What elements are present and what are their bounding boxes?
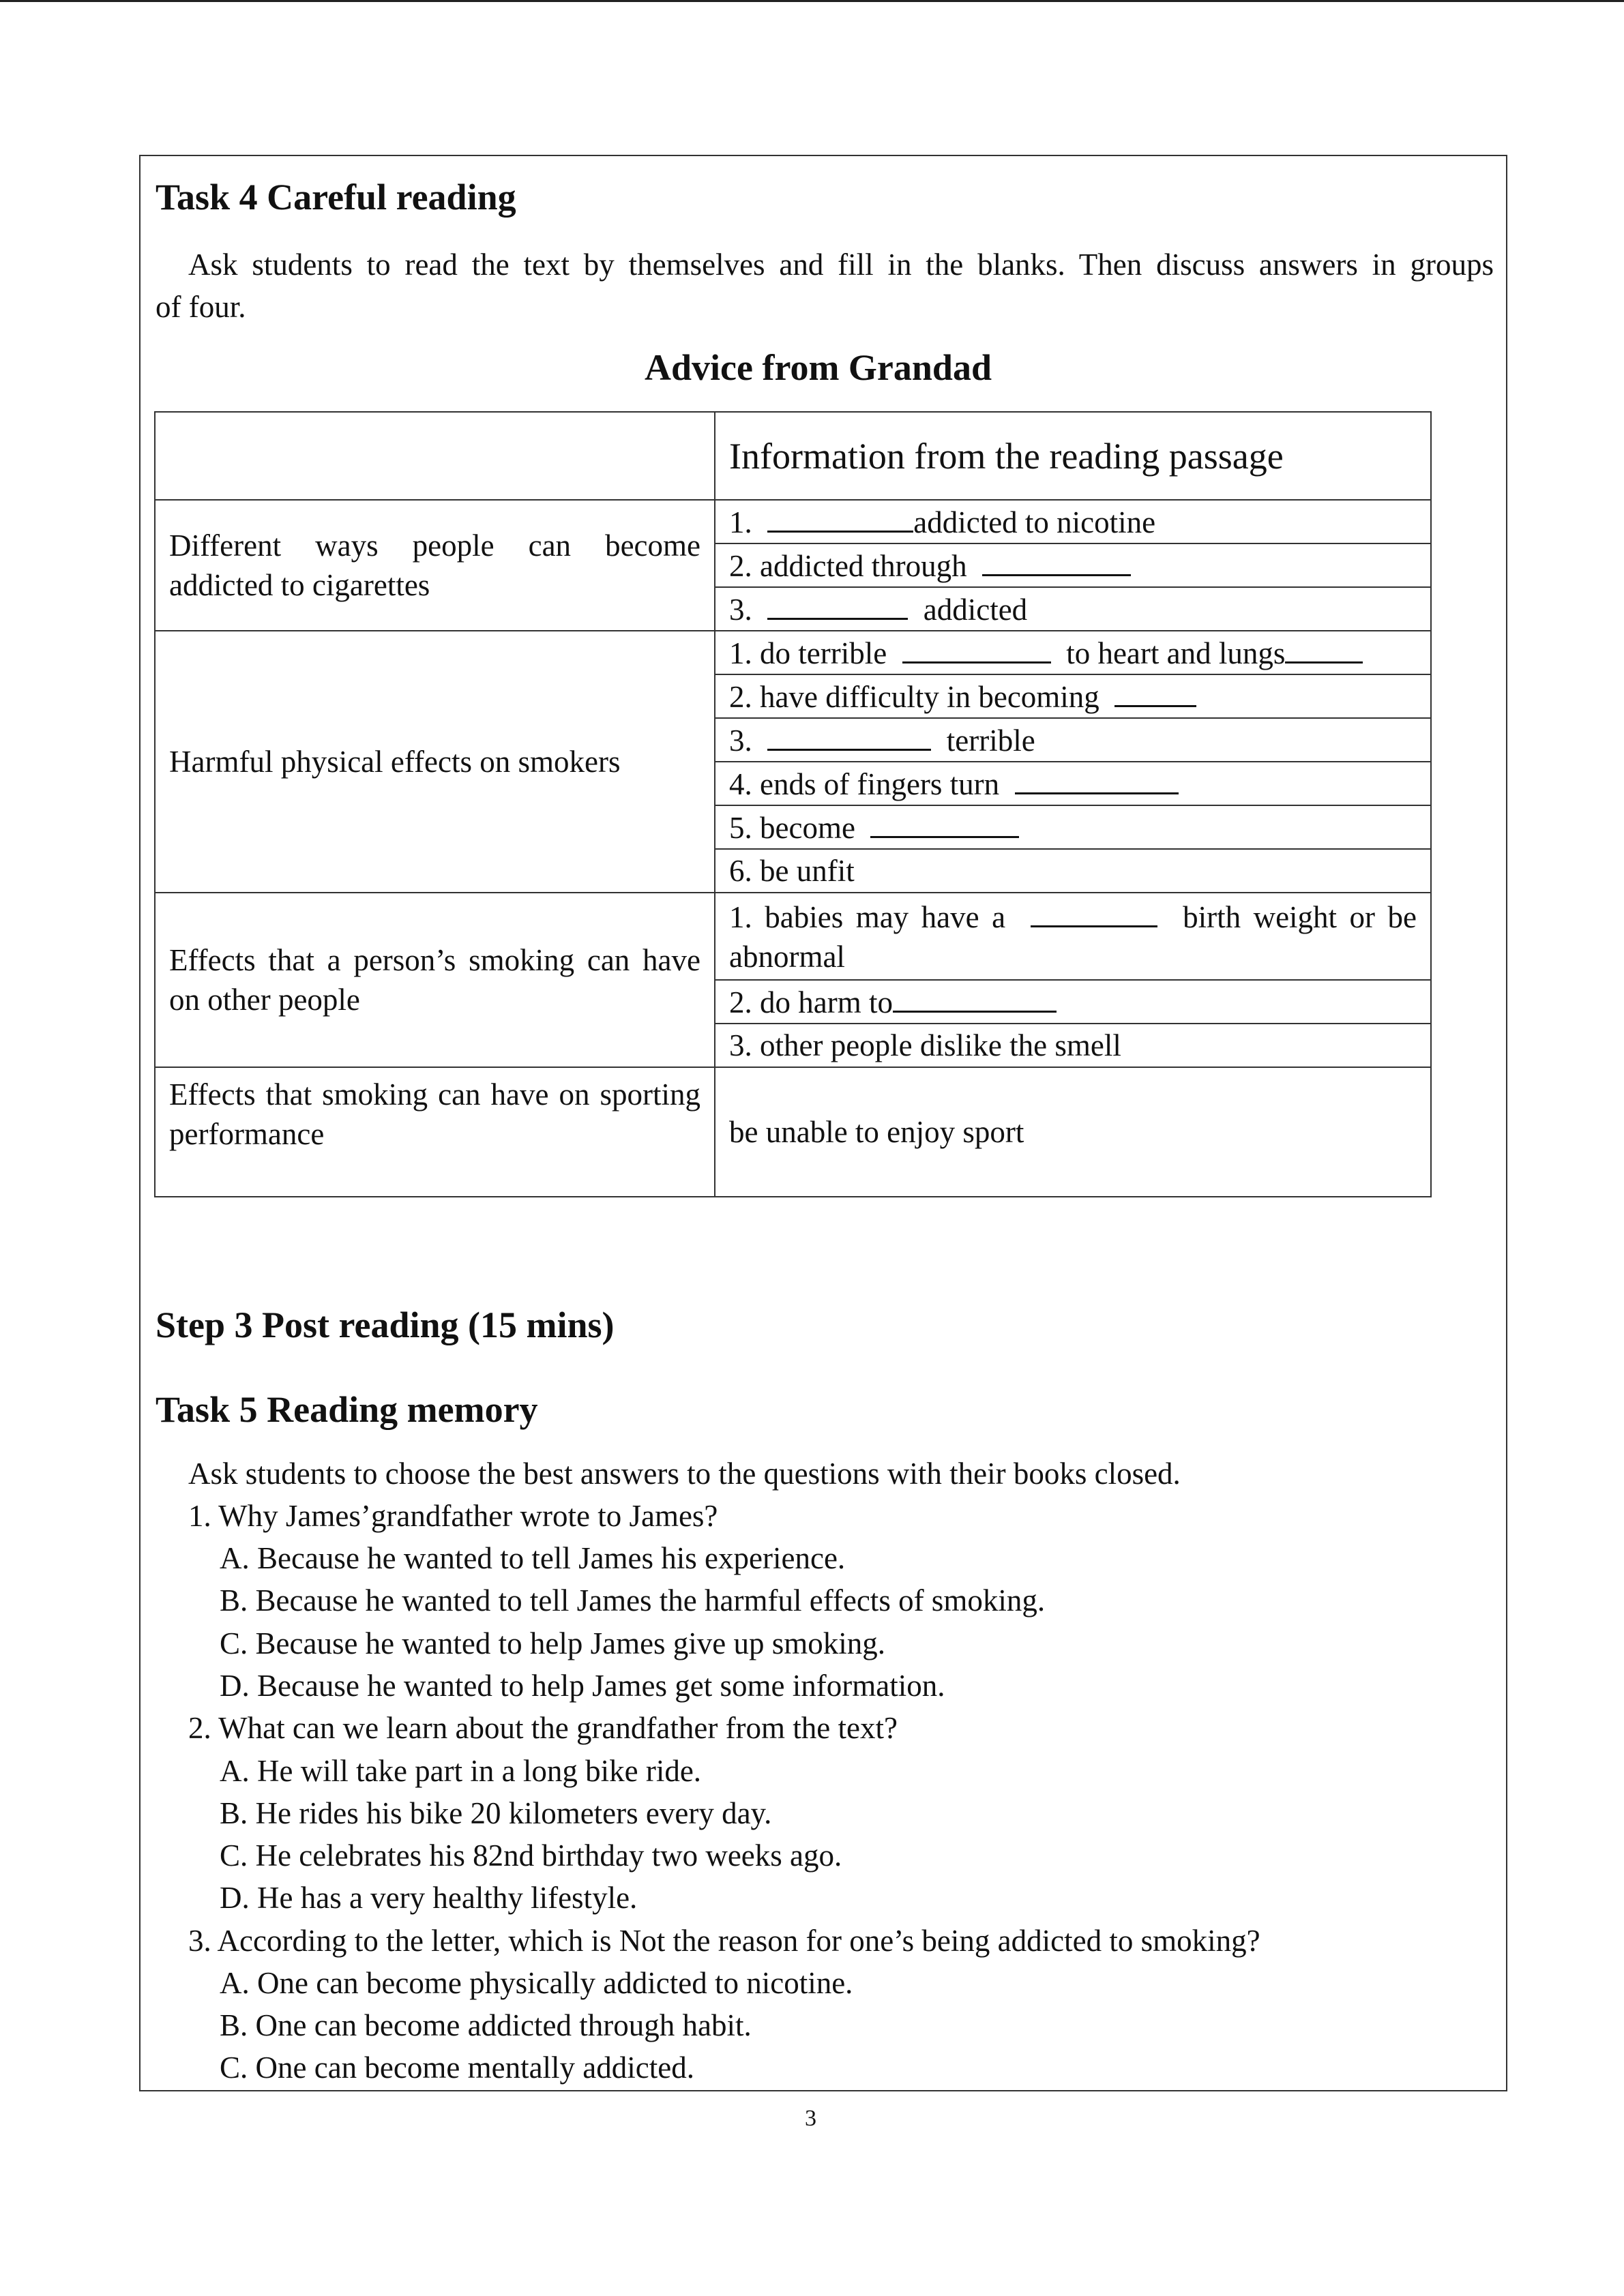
group-label-other-people: Effects that a person’s smoking can have on other people [155, 893, 715, 1067]
answer-blank[interactable] [902, 633, 1051, 664]
question-1-option-a: A. Because he wanted to tell James his experience. [220, 1541, 846, 1575]
info-cell: 3. terrible [715, 718, 1431, 762]
answer-blank[interactable] [1114, 676, 1196, 707]
table-header-cell: Information from the reading passage [715, 412, 1431, 500]
question-2: 2. What can we learn about the grandfather from the text? [188, 1711, 898, 1745]
question-3-option-c: C. One can become mentally addicted. [220, 2051, 694, 2085]
question-3-option-b: B. One can become addicted through habit. [220, 2008, 752, 2042]
task4-title: Task 4 Careful reading [156, 177, 516, 218]
group-label-physical-effects: Harmful physical effects on smokers [155, 631, 715, 893]
answer-blank[interactable] [767, 502, 913, 533]
question-1-option-d: D. Because he wanted to help James get some information. [220, 1669, 945, 1703]
answer-blank[interactable] [1031, 897, 1157, 927]
table-header-row [155, 412, 1431, 500]
info-cell: 3. addicted [715, 587, 1431, 631]
question-2-option-c: C. He celebrates his 82nd birthday two weeks ago. [220, 1838, 842, 1873]
table-row [155, 1067, 1431, 1197]
question-1: 1. Why James’grandfather wrote to James? [188, 1499, 718, 1533]
answer-blank[interactable] [870, 807, 1019, 838]
page-number: 3 [805, 2106, 816, 2131]
info-cell: 1. addicted to nicotine [715, 500, 1431, 543]
info-cell: 2. do harm to [715, 980, 1431, 1024]
question-3: 3. According to the letter, which is Not the reason for one’s being addicted to smoking? [188, 1924, 1260, 1958]
step3-title: Step 3 Post reading (15 mins) [156, 1304, 615, 1345]
info-cell: 1. do terrible to heart and lungs [715, 631, 1431, 674]
answer-blank[interactable] [767, 720, 931, 751]
info-cell: 3. other people dislike the smell [715, 1024, 1431, 1067]
info-cell: be unable to enjoy sport [715, 1067, 1431, 1197]
info-cell: 4. ends of fingers turn [715, 762, 1431, 805]
task5-instruction: Ask students to choose the best answers to the questions with their books closed. [188, 1457, 1181, 1491]
answer-blank[interactable] [982, 546, 1131, 576]
answer-blank[interactable] [1285, 633, 1363, 664]
table-title: Advice from Grandad [645, 347, 992, 388]
header-empty-cell [155, 412, 715, 500]
task4-instruction-line1: Ask students to read the text by themselves and fill in the blanks. Then discuss answers in groups [188, 248, 1494, 282]
top-rule [0, 0, 1624, 2]
answer-blank[interactable] [767, 589, 908, 620]
answer-blank[interactable] [893, 982, 1057, 1013]
table-row [155, 893, 1431, 980]
group-label-sport: Effects that smoking can have on sporting performance [155, 1067, 715, 1197]
task4-instruction-line2: of four. [156, 290, 246, 324]
info-cell: 2. have difficulty in becoming [715, 674, 1431, 718]
task5-title: Task 5 Reading memory [156, 1389, 538, 1430]
info-cell: 6. be unfit [715, 849, 1431, 893]
question-2-option-b: B. He rides his bike 20 kilometers every day. [220, 1796, 772, 1830]
answer-blank[interactable] [1015, 764, 1179, 794]
info-cell: 2. addicted through [715, 543, 1431, 587]
info-cell: 1. babies may have a birth weight or be abnormal [715, 893, 1431, 980]
question-1-option-b: B. Because he wanted to tell James the harmful effects of smoking. [220, 1583, 1046, 1617]
advice-table [154, 411, 1432, 1197]
question-2-option-a: A. He will take part in a long bike ride. [220, 1754, 702, 1788]
question-2-option-d: D. He has a very healthy lifestyle. [220, 1881, 638, 1915]
info-cell: 5. become [715, 805, 1431, 849]
question-3-option-a: A. One can become physically addicted to nicotine. [220, 1966, 853, 2000]
table-row [155, 500, 1431, 543]
table-row [155, 631, 1431, 674]
question-1-option-c: C. Because he wanted to help James give up smoking. [220, 1626, 886, 1660]
group-label-addiction: Different ways people can become addicted to cigarettes [155, 500, 715, 631]
